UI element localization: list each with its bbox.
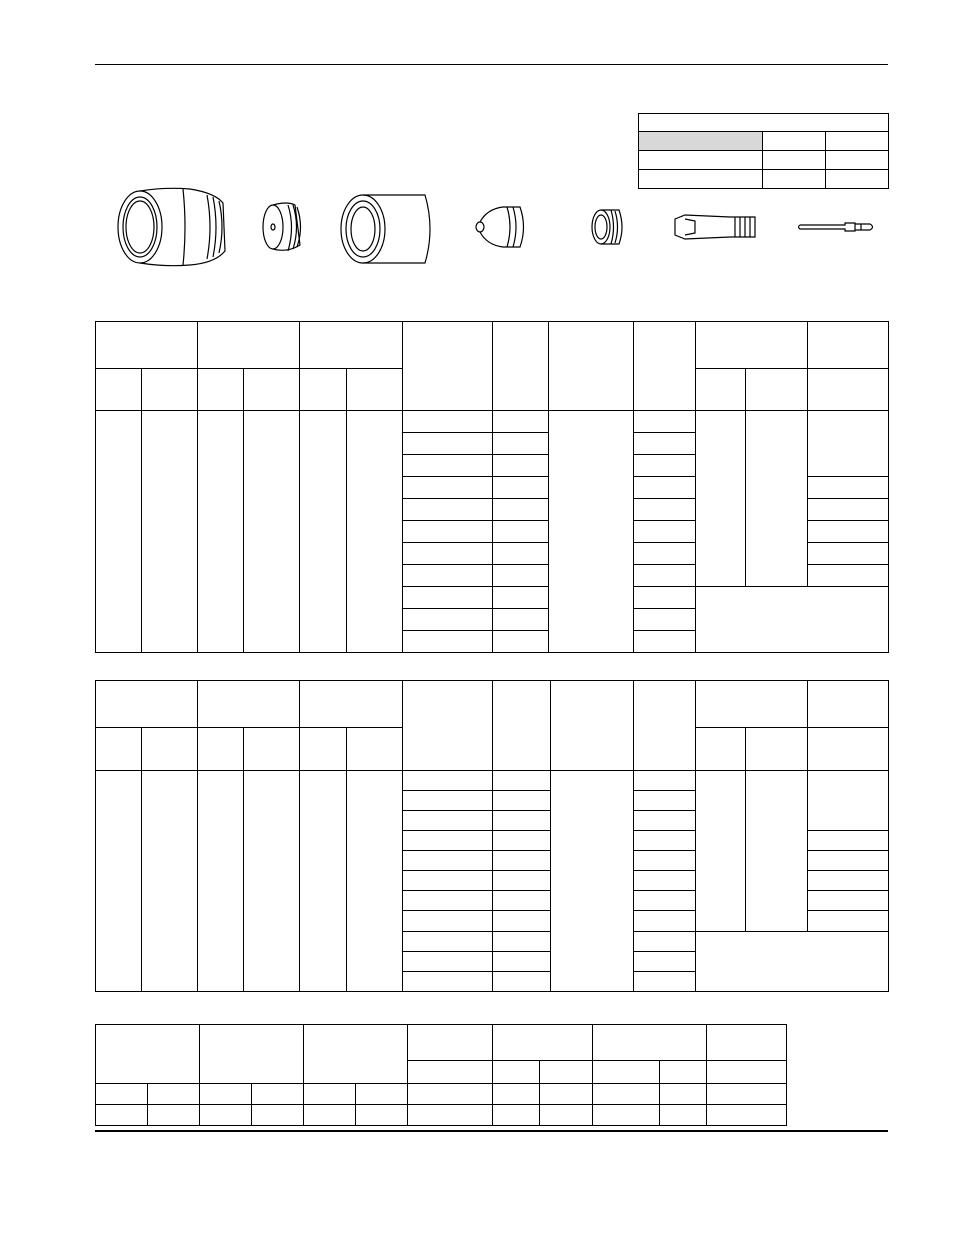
data-cell <box>403 790 493 810</box>
data-cell <box>808 851 889 871</box>
cut-chart-table-2 <box>95 680 889 992</box>
subheader-cell <box>707 1061 787 1084</box>
data-cell <box>634 543 696 565</box>
data-cell <box>593 1084 660 1105</box>
data-cell <box>403 609 493 631</box>
data-cell <box>540 1084 593 1105</box>
data-cell <box>634 521 696 543</box>
header-cell <box>96 322 198 369</box>
data-cell <box>198 411 244 653</box>
data-cell <box>696 931 889 991</box>
subheader-cell <box>808 369 889 411</box>
data-cell <box>808 871 889 891</box>
data-cell <box>746 411 808 587</box>
legend-cell <box>826 132 889 151</box>
data-cell <box>347 411 403 653</box>
data-cell <box>304 1105 356 1126</box>
data-cell <box>746 770 808 931</box>
legend-cell <box>639 132 763 151</box>
subheader-cell <box>347 369 403 411</box>
data-cell <box>634 911 696 931</box>
data-cell <box>403 851 493 871</box>
data-cell <box>634 891 696 911</box>
footer-rule <box>95 1130 888 1132</box>
data-cell <box>403 971 493 991</box>
header-cell <box>96 1025 200 1084</box>
data-cell <box>148 1105 200 1126</box>
subheader-cell <box>96 728 142 770</box>
data-cell <box>808 543 889 565</box>
data-cell <box>403 499 493 521</box>
subheader-cell <box>347 728 403 770</box>
data-cell <box>696 411 746 587</box>
data-cell <box>660 1084 707 1105</box>
header-cell <box>808 681 889 728</box>
data-cell <box>808 499 889 521</box>
data-cell <box>696 587 889 653</box>
data-cell <box>696 770 746 931</box>
legend-cell <box>639 151 763 170</box>
legend-table <box>638 113 889 189</box>
data-cell <box>493 565 549 587</box>
subheader-cell <box>198 369 244 411</box>
data-cell <box>148 1084 200 1105</box>
data-cell <box>403 810 493 830</box>
legend-cell <box>826 151 889 170</box>
water-tube-icon <box>799 223 873 231</box>
data-cell <box>593 1105 660 1126</box>
header-cell <box>551 681 634 771</box>
data-cell <box>96 1084 148 1105</box>
data-cell <box>493 521 549 543</box>
consumables-row <box>95 183 895 273</box>
electrode-icon <box>675 215 755 239</box>
data-cell <box>493 951 551 971</box>
header-cell <box>198 681 300 728</box>
data-cell <box>634 499 696 521</box>
data-cell <box>493 790 551 810</box>
data-cell <box>403 871 493 891</box>
header-cell <box>304 1025 408 1084</box>
data-cell <box>252 1084 304 1105</box>
header-cell <box>300 681 403 728</box>
data-cell <box>493 891 551 911</box>
data-cell <box>634 770 696 790</box>
data-cell <box>634 830 696 850</box>
header-cell <box>707 1025 787 1061</box>
data-cell <box>96 770 142 991</box>
data-cell <box>493 871 551 891</box>
swirl-ring-icon <box>592 210 622 244</box>
data-cell <box>493 1084 540 1105</box>
data-cell <box>408 1105 493 1126</box>
data-cell <box>808 477 889 499</box>
data-cell <box>808 411 889 477</box>
data-cell <box>403 931 493 951</box>
header-cell <box>300 322 403 369</box>
subheader-cell <box>244 728 300 770</box>
data-cell <box>808 565 889 587</box>
data-cell <box>403 631 493 653</box>
data-cell <box>142 770 198 991</box>
header-cell <box>593 1025 707 1061</box>
data-cell <box>493 499 549 521</box>
data-cell <box>808 830 889 850</box>
subheader-cell <box>244 369 300 411</box>
legend-title <box>639 114 889 132</box>
data-cell <box>96 1105 148 1126</box>
subheader-cell <box>746 369 808 411</box>
data-cell <box>493 931 551 951</box>
header-cell <box>200 1025 304 1084</box>
data-cell <box>252 1105 304 1126</box>
data-cell <box>493 543 549 565</box>
data-cell <box>634 433 696 455</box>
subheader-cell <box>198 728 244 770</box>
data-cell <box>549 411 634 653</box>
data-cell <box>200 1084 252 1105</box>
header-rule <box>95 64 888 65</box>
data-cell <box>634 587 696 609</box>
subheader-cell <box>696 369 746 411</box>
data-cell <box>634 851 696 871</box>
data-cell <box>347 770 403 991</box>
subheader-cell <box>540 1061 593 1084</box>
header-cell <box>493 1025 593 1061</box>
data-cell <box>634 810 696 830</box>
header-cell <box>549 322 634 411</box>
data-cell <box>707 1084 787 1105</box>
subheader-cell <box>696 728 746 770</box>
data-cell <box>493 455 549 477</box>
data-cell <box>808 911 889 931</box>
retaining-cap-icon <box>341 195 430 263</box>
data-cell <box>304 1084 356 1105</box>
subheader-cell <box>808 728 889 770</box>
subheader-cell <box>300 369 347 411</box>
data-cell <box>634 455 696 477</box>
data-cell <box>403 587 493 609</box>
data-cell <box>403 565 493 587</box>
data-cell <box>493 609 549 631</box>
data-cell <box>198 770 244 991</box>
data-cell <box>634 790 696 810</box>
data-cell <box>493 631 549 653</box>
subheader-cell <box>408 1061 493 1084</box>
data-cell <box>493 411 549 433</box>
data-cell <box>493 433 549 455</box>
header-cell <box>493 322 549 411</box>
data-cell <box>707 1105 787 1126</box>
header-cell <box>198 322 300 369</box>
header-cell <box>403 322 493 411</box>
data-cell <box>493 911 551 931</box>
data-cell <box>200 1105 252 1126</box>
data-cell <box>493 810 551 830</box>
subheader-cell <box>96 369 142 411</box>
data-cell <box>634 477 696 499</box>
shield-cap-icon <box>263 203 301 251</box>
data-cell <box>634 565 696 587</box>
data-cell <box>540 1105 593 1126</box>
data-cell <box>634 931 696 951</box>
data-cell <box>634 951 696 971</box>
data-cell <box>634 971 696 991</box>
data-cell <box>493 830 551 850</box>
subheader-cell <box>300 728 347 770</box>
header-cell <box>408 1025 493 1061</box>
header-cell <box>696 322 808 369</box>
data-cell <box>403 830 493 850</box>
data-cell <box>403 521 493 543</box>
subheader-cell <box>493 1061 540 1084</box>
data-cell <box>403 477 493 499</box>
data-cell <box>142 411 198 653</box>
header-cell <box>403 681 493 771</box>
data-cell <box>493 587 549 609</box>
data-cell <box>403 543 493 565</box>
subheader-cell <box>746 728 808 770</box>
data-cell <box>300 770 347 991</box>
subheader-cell <box>142 369 198 411</box>
data-cell <box>808 521 889 543</box>
data-cell <box>493 477 549 499</box>
shield-icon <box>118 188 225 265</box>
legend-cell <box>763 132 826 151</box>
data-cell <box>300 411 347 653</box>
data-cell <box>660 1105 707 1126</box>
data-cell <box>356 1084 408 1105</box>
data-cell <box>493 851 551 871</box>
data-cell <box>403 411 493 433</box>
header-cell <box>808 322 889 369</box>
data-cell <box>403 911 493 931</box>
subheader-cell <box>660 1061 707 1084</box>
subheader-cell <box>593 1061 660 1084</box>
data-cell <box>403 891 493 911</box>
header-cell <box>96 681 198 728</box>
data-cell <box>493 770 551 790</box>
data-cell <box>356 1105 408 1126</box>
cut-chart-table-1 <box>95 321 889 653</box>
nozzle-icon <box>476 207 524 247</box>
header-cell <box>634 322 696 411</box>
data-cell <box>551 770 634 991</box>
data-cell <box>808 770 889 830</box>
data-cell <box>244 770 300 991</box>
data-cell <box>634 609 696 631</box>
legend-cell <box>763 151 826 170</box>
data-cell <box>493 1105 540 1126</box>
data-cell <box>244 411 300 653</box>
data-cell <box>403 433 493 455</box>
data-cell <box>808 891 889 911</box>
data-cell <box>96 411 142 653</box>
data-cell <box>403 951 493 971</box>
data-cell <box>408 1084 493 1105</box>
data-cell <box>403 770 493 790</box>
header-cell <box>493 681 551 771</box>
header-cell <box>634 681 696 771</box>
data-cell <box>403 455 493 477</box>
data-cell <box>493 971 551 991</box>
data-cell <box>634 411 696 433</box>
subheader-cell <box>142 728 198 770</box>
header-cell <box>696 681 808 728</box>
bottom-table <box>95 1024 787 1126</box>
data-cell <box>634 631 696 653</box>
data-cell <box>634 871 696 891</box>
